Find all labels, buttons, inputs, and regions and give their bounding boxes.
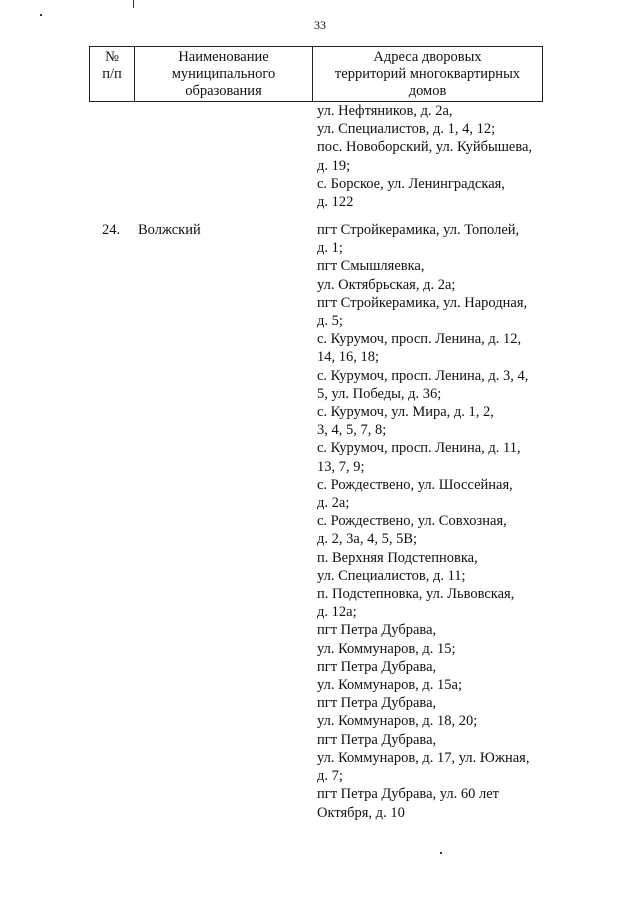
row-number: 24. <box>102 222 121 238</box>
page-number: 33 <box>314 18 326 32</box>
scan-artifact-tick <box>133 0 134 8</box>
header-addresses: Адреса дворовых территорий многоквартирных домов <box>312 47 542 101</box>
table-header <box>89 46 543 102</box>
header-municipality: Наименование муниципального образования <box>134 47 312 101</box>
header-number: № п/п <box>102 49 122 82</box>
row-municipality: Волжский <box>138 222 201 238</box>
row-address-cell: пгт Стройкерамика, ул. Тополей, д. 1; пгт Смышляевка, ул. Октябрьская, д. 2а; пгт Стройкерамика, ул. Народная, д. 5; с. Курумоч, просп. Ленина, д. 12, 14, 16, 18; с. Курумоч, просп. Ленина, д. 3, 4, 5, ул. Победы, д. 36; с. Курумоч, ул. Мира, д. 1, 2, 3, 4, 5, 7, 8; с. Курумоч, просп. Ленина, д. 11, 13, 7, 9; с. Рождествено, ул. Шоссейная, д. 2а; с. Рождествено, ул. Совхозная, д. 2, 3а, 4, 5, 5В; п. Верхняя Подстепновка, ул. Специалистов, д. 11; п. Подстепновка, ул. Львовская, д. 12а; пгт Петра Дубрава, ул. Коммунаров, д. 15; пгт Петра Дубрава, ул. Коммунаров, д. 15а; пгт Петра Дубрава, ул. Коммунаров, д. 18, 20; пгт Петра Дубрава, ул. Коммунаров, д. 17, ул. Южная, д. 7; пгт Петра Дубрава, ул. 60 лет Октября, д. 10 <box>317 222 530 821</box>
scan-artifact-dot <box>440 852 442 854</box>
continued-address-cell: ул. Нефтяников, д. 2а, ул. Специалистов, д. 1, 4, 12; пос. Новоборский, ул. Куйбышева, д. 19; с. Борское, ул. Ленинградская, д. 122 <box>317 103 533 211</box>
scan-artifact-dot <box>40 14 42 16</box>
